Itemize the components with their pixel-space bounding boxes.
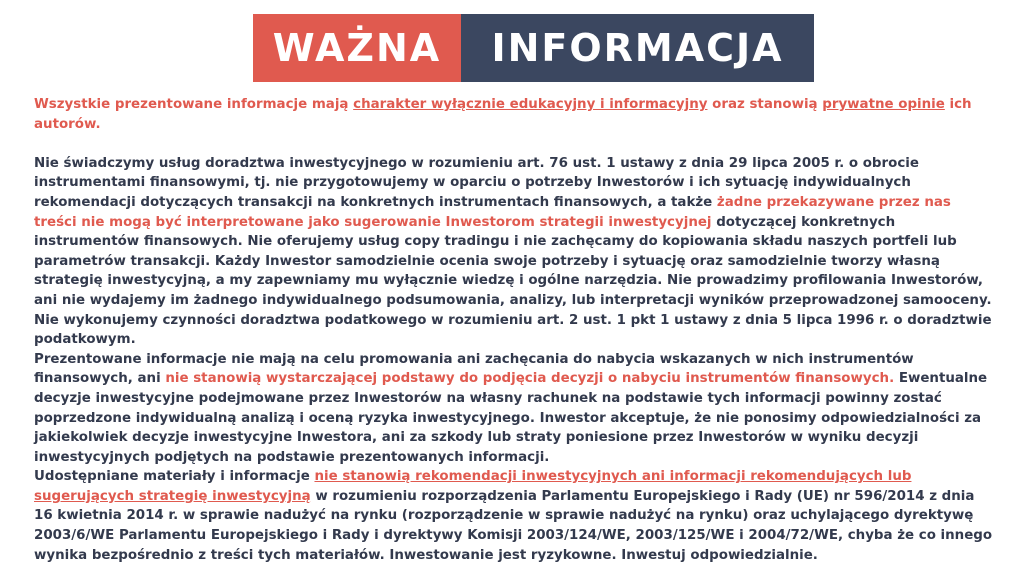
paragraph-promotion-text-2: Ewentualne decyzje inwestycyjne podejmowane przez Inwestorów na własny rachunek na podstawie tych informacji powinny zostać poprzedzone indywidualną analizą i oceną ryzyka inwestycyjnego. Inwestor akceptuje, że nie ponosimy odpowiedzialności za jakiekolwiek decyzje inwestycyjne Inwestora, ani za szkody lub straty poniesione przez Inwestorów w wyniku decyzji inwestycyjnych podjętych na podstawie prezentowanych informacji.	[34, 371, 988, 465]
paragraph-promotion-highlight: nie stanowią wystarczającej podstawy do podjęcia decyzji o nabyciu instrumentów finansowych.	[165, 371, 895, 387]
paragraph-advisory-text-1: Nie świadczymy usług doradztwa inwestycyjnego w rozumieniu art. 76 ust. 1 ustawy z dnia 29 lipca 2005 r. o obrocie instrumentami finansowymi, tj. nie przygotowujemy w oparciu o potrzeby Inwestorów i ich sytuację indywidualnych rekomendacji dotyczących transakcji na konkretnych instrumentach finansowych, a także	[34, 155, 919, 210]
intro-text-3: ich autorów.	[34, 97, 972, 132]
title-right: INFORMACJA	[461, 14, 814, 82]
paragraph-promotion-text-1: Prezentowane informacje nie mają na celu promowania ani zachęcania do nabycia wskazanych w nich instrumentów finansowych, ani	[34, 351, 914, 387]
intro-text-1: Wszystkie prezentowane informacje mają	[34, 97, 354, 112]
paragraph-advisory-highlight: żadne przekazywane przez nas treści nie mogą być interpretowane jako sugerowanie Inwestorom strategii inwestycyjnej	[34, 194, 951, 230]
title-left: WAŻNA	[253, 14, 461, 82]
paragraph-promotion	[34, 350, 994, 468]
intro-text-2: oraz stanowią	[707, 97, 823, 112]
title-banner	[253, 14, 814, 82]
disclaimer-content	[34, 95, 994, 565]
intro-emphasis-2: prywatne opinie	[822, 97, 945, 112]
paragraph-regulation-highlight: nie stanowią rekomendacji inwestycyjnych ani informacji rekomendujących lub sugerujących strategię inwestycyjną	[34, 469, 912, 504]
intro-emphasis-1: charakter wyłącznie edukacyjny i informacyjny	[353, 97, 708, 112]
paragraph-regulation-text-2: w rozumieniu rozporządzenia Parlamentu Europejskiego i Rady (UE) nr 596/2014 z dnia 16 kwietnia 2014 r. w sprawie nadużyć na rynku (rozporządzenie w sprawie nadużyć na rynku) oraz uchylającego dyrektywę 2003/6/WE Parlamentu Europejskiego i Rady i dyrektywy Komisji 2003/124/WE, 2003/125/WE i 2004/72/WE, chyba że co innego wynika bezpośrednio z treści tych materiałów. Inwestowanie jest ryzykowne. Inwestuj odpowiedzialnie.	[34, 488, 993, 563]
paragraph-regulation	[34, 467, 994, 565]
intro-paragraph	[34, 95, 994, 134]
paragraph-regulation-text-1: Udostępniane materiały i informacje	[34, 469, 315, 485]
paragraph-advisory-text-2: dotyczącej konkretnych instrumentów finansowych. Nie oferujemy usług copy tradingu i nie zachęcamy do kopiowania składu naszych portfeli lub parametrów transakcji. Każdy Inwestor samodzielnie ocenia swoje potrzeby i sytuację oraz samodzielnie tworzy własną strategię inwestycyjną, a my zapewniamy mu wyłącznie wiedzę i ogólne narzędzia. Nie prowadzimy profilowania Inwestorów, ani nie wydajemy im żadnego indywidualnego podsumowania, analizy, lub interpretacji wyników przeprowadzonej samooceny. Nie wykonujemy czynności doradztwa podatkowego w rozumieniu art. 2 ust. 1 pkt 1 ustawy z dnia 5 lipca 1996 r. o doradztwie podatkowym.	[34, 214, 992, 348]
paragraph-advisory	[34, 154, 994, 350]
